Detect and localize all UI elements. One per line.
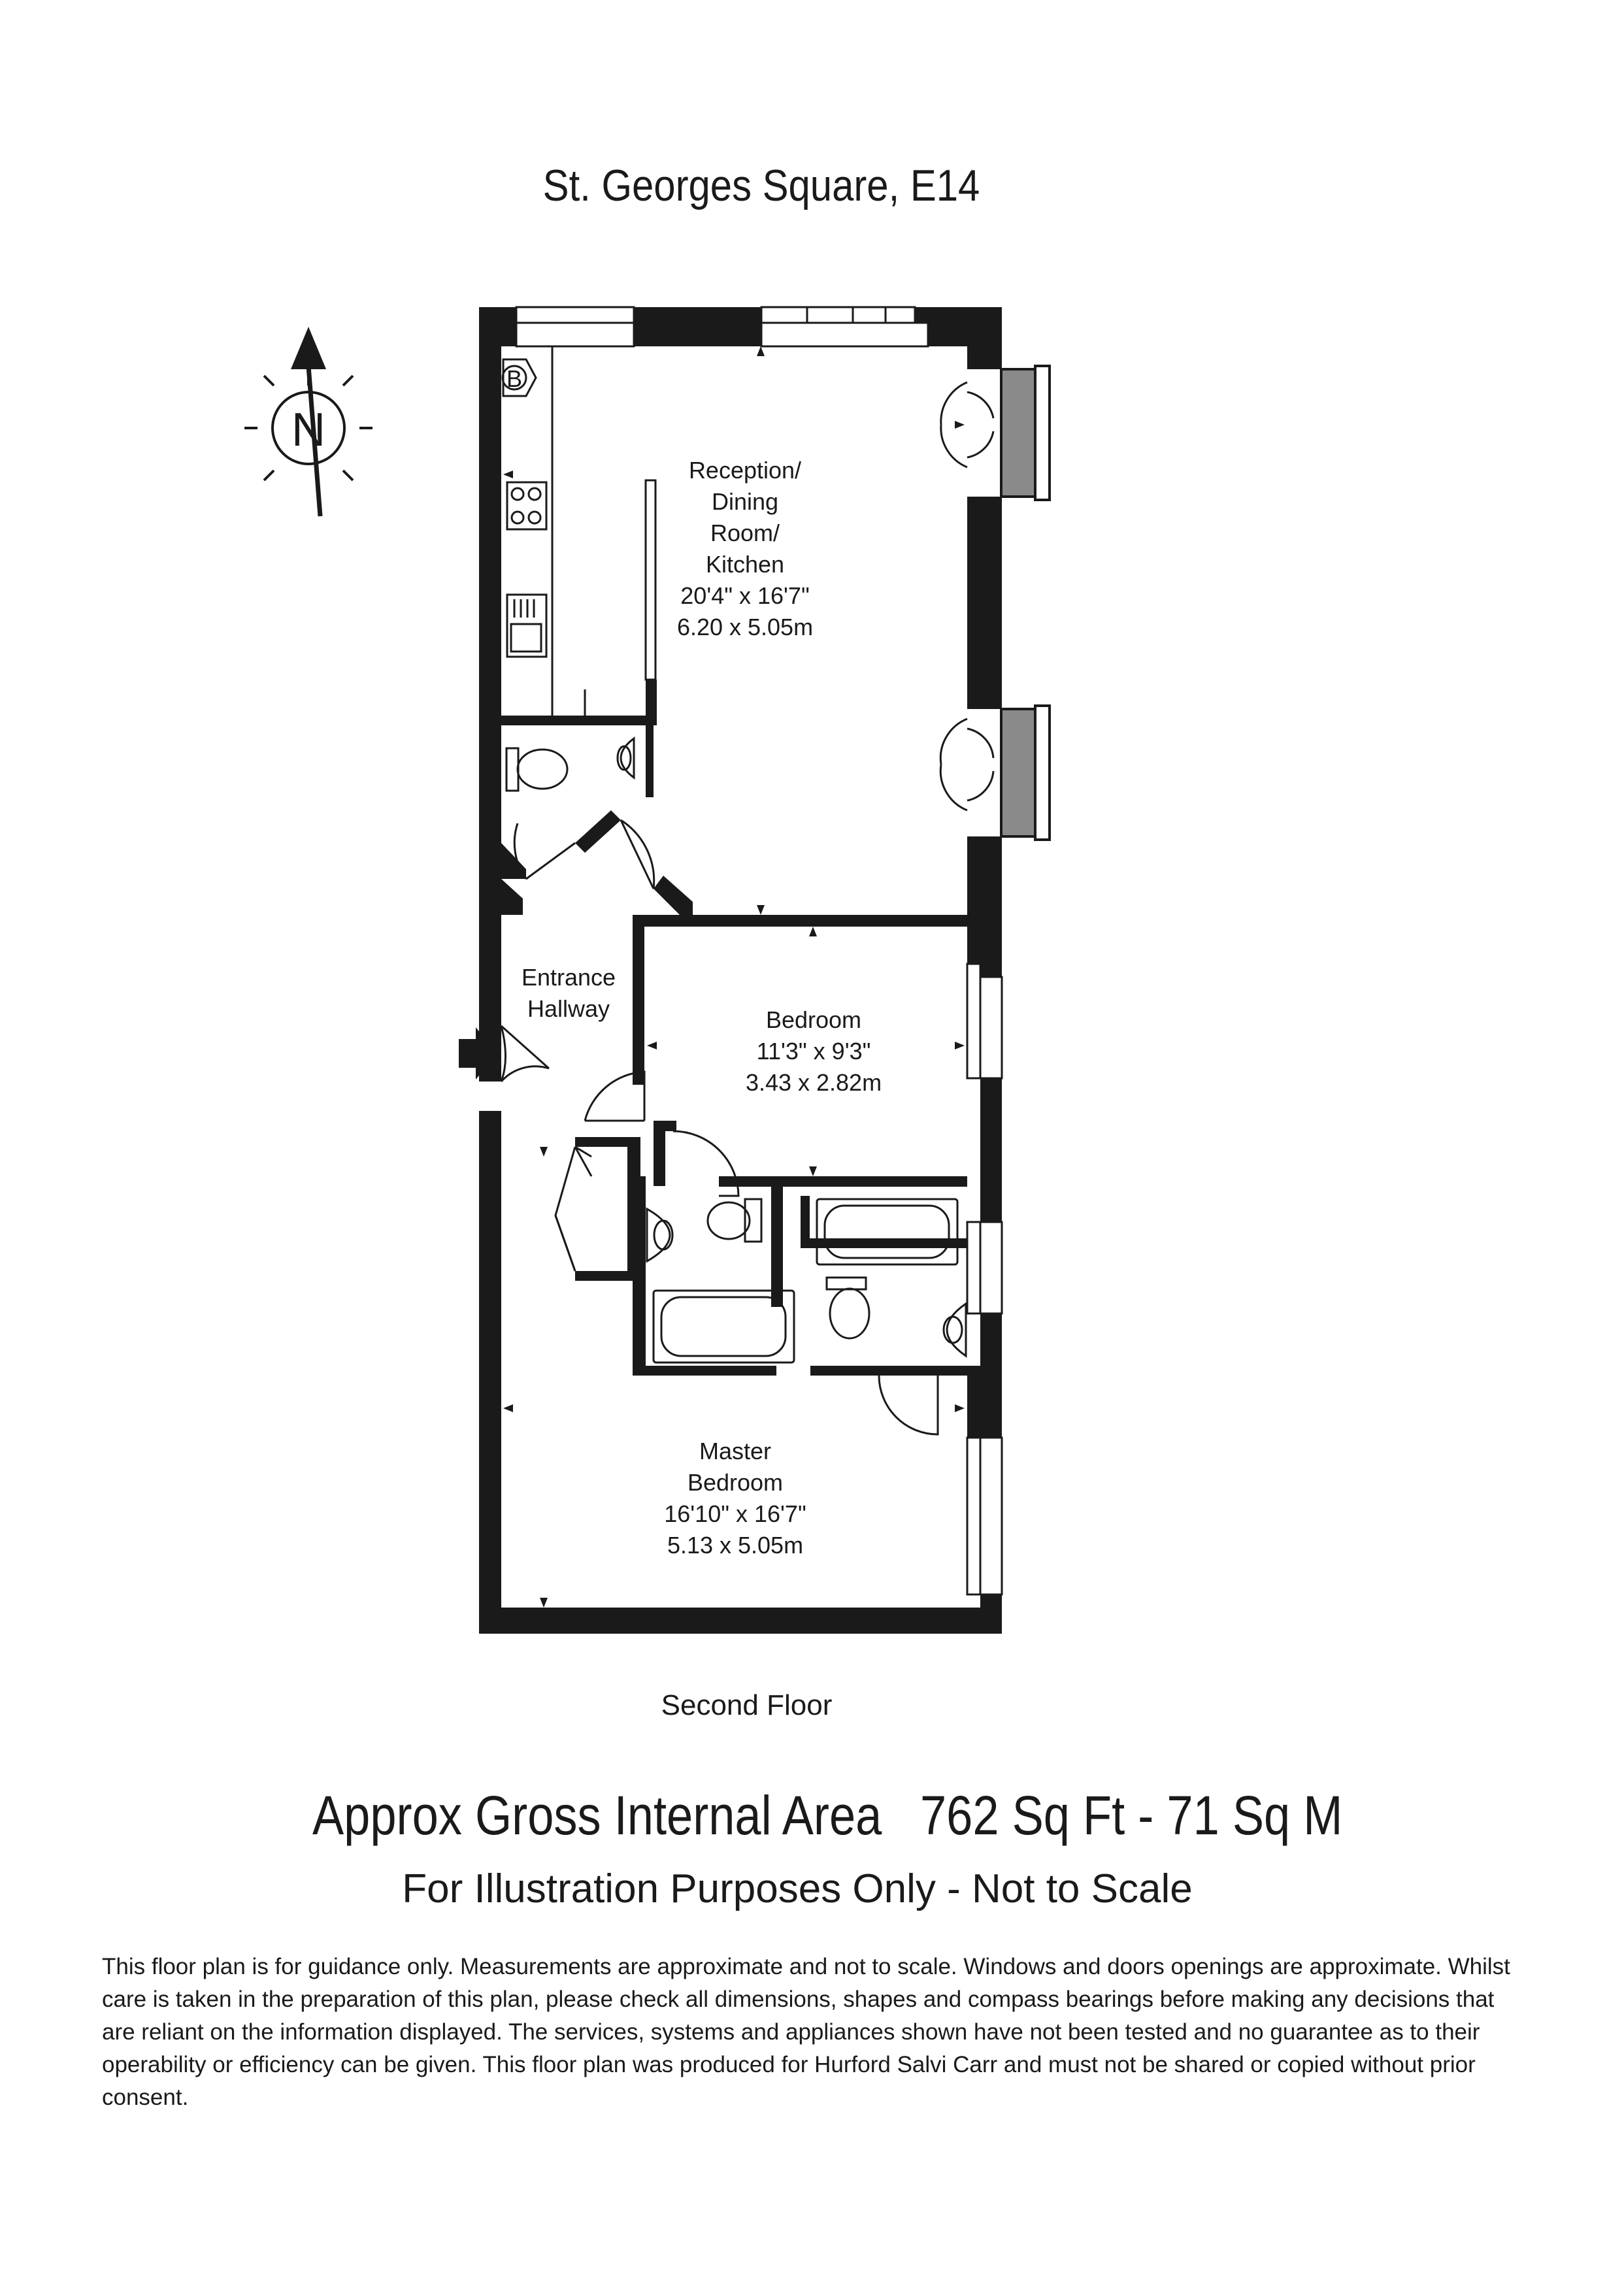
bathroom-toilet xyxy=(708,1199,761,1242)
balconies xyxy=(1001,366,1050,840)
ensuite-bath xyxy=(817,1199,957,1264)
basin-icon xyxy=(618,738,634,778)
north-arrow-icon xyxy=(291,327,326,369)
area-label: Approx Gross Internal Area xyxy=(312,1785,882,1846)
reception-line-1: Reception/ xyxy=(688,457,802,484)
property-title: St. Georges Square, E14 xyxy=(542,161,980,210)
internal-walls xyxy=(501,680,980,1376)
compass-letter: N xyxy=(291,404,325,456)
floor-label: Second Floor xyxy=(661,1689,833,1721)
ensuite-basin xyxy=(944,1304,966,1356)
right-windows xyxy=(967,964,1002,1594)
reception-imperial: 20'4" x 16'7" xyxy=(680,582,810,609)
compass xyxy=(244,327,373,516)
room-labels xyxy=(522,457,882,1559)
reception-line-2: Dining xyxy=(711,488,779,515)
balcony-lower xyxy=(1001,709,1035,836)
reception-line-3: Room/ xyxy=(710,520,780,546)
disclaimer: This floor plan is for guidance only. Measurements are approximate and not to scale. Windows and doors openings are approximate. Whilst care is taken in the preparation of this plan, please check all dimensions, shapes and compass bearings before making any decisions that are reliant on the information displayed. The services, systems and appliances shown have not been tested and no guarantee as to their operability or efficiency can be given. This floor plan was produced for Hurford Salvi Carr and must not be shared or copied without prior consent. xyxy=(102,1954,1510,2110)
balcony-upper xyxy=(1001,369,1035,497)
sink-icon xyxy=(507,595,546,657)
boiler-label: B xyxy=(506,365,523,392)
bathroom-basin xyxy=(647,1209,672,1261)
ensuite-door xyxy=(879,1376,938,1434)
cupboard xyxy=(555,1147,575,1271)
hob-icon xyxy=(507,482,546,529)
master-metric: 5.13 x 5.05m xyxy=(667,1532,804,1559)
toilet-icon xyxy=(506,748,567,791)
hall-door xyxy=(621,820,654,889)
balcony-door-lower xyxy=(940,719,993,810)
master-imperial: 16'10" x 16'7" xyxy=(664,1500,806,1527)
bedroom-imperial: 11'3" x 9'3" xyxy=(756,1038,871,1065)
hallway-line-2: Hallway xyxy=(527,995,610,1022)
master-line-1: Master xyxy=(699,1438,772,1464)
illustration-note: For Illustration Purposes Only - Not to Scale xyxy=(402,1866,1193,1911)
balcony-door-upper xyxy=(941,382,993,467)
hallway-line-1: Entrance xyxy=(521,964,616,991)
area-value: 762 Sq Ft - 71 Sq M xyxy=(920,1785,1343,1846)
entrance-door xyxy=(501,1026,549,1081)
reception-metric: 6.20 x 5.05m xyxy=(676,614,814,640)
ensuite-toilet xyxy=(827,1278,869,1338)
master-line-2: Bedroom xyxy=(687,1469,784,1496)
boiler xyxy=(503,359,536,396)
reception-line-4: Kitchen xyxy=(705,551,785,578)
bedroom-metric: 3.43 x 2.82m xyxy=(745,1069,882,1096)
bedroom-line-1: Bedroom xyxy=(765,1006,862,1033)
kitchen-island xyxy=(646,480,655,680)
